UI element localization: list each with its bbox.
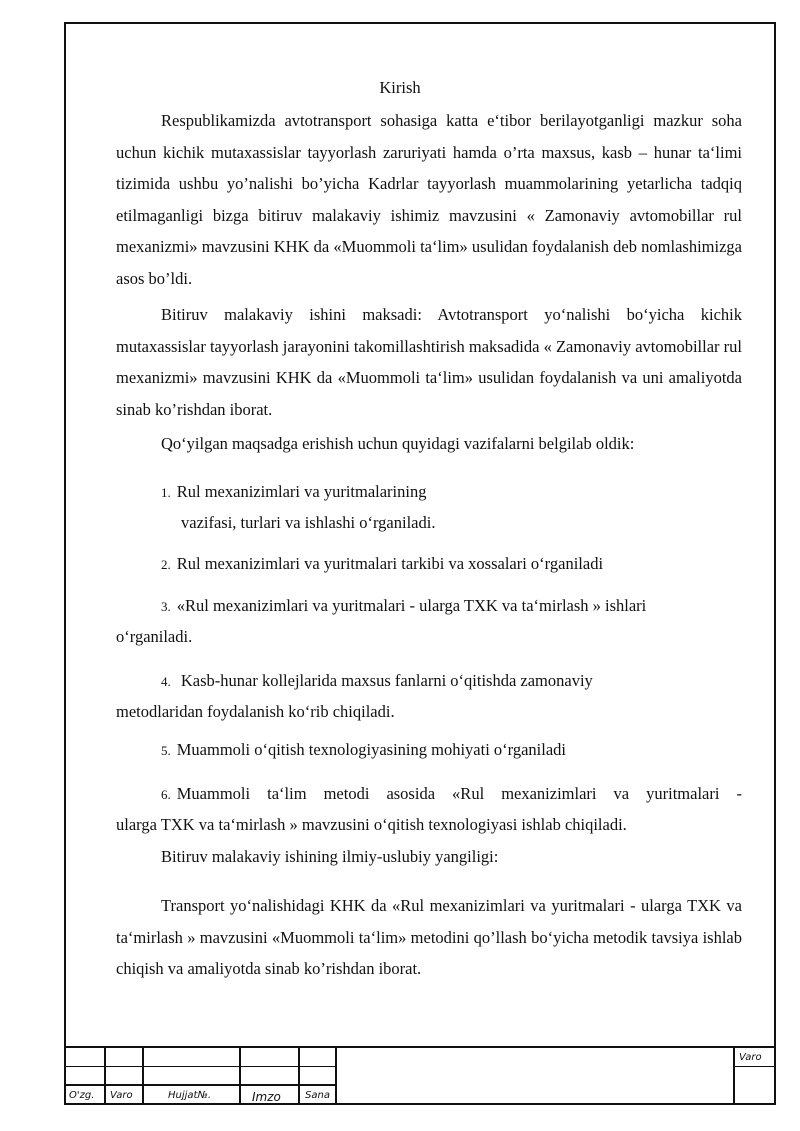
page-title: Kirish — [379, 78, 421, 97]
stamp-row-line — [64, 1066, 336, 1067]
list-item-continuation: vazifasi, turlari va ishlashi o‘rganiladi. — [181, 513, 436, 532]
list-item-text: Rul mexanizimlari va yuritmalari tarkibi va xossalari o‘rganiladi — [176, 554, 604, 573]
stamp-row-line — [64, 1084, 336, 1086]
list-item-text: «Rul mexanizimlari va yuritmalari - ularga TXK va ta‘mirlash » ishlari — [176, 596, 647, 615]
list-number: 4. — [161, 674, 171, 689]
list-item — [161, 596, 646, 616]
stamp-divider — [733, 1046, 735, 1105]
stamp-divider — [298, 1046, 300, 1105]
stamp-divider — [239, 1046, 241, 1105]
stamp-divider — [142, 1046, 144, 1105]
novelty-heading: Bitiruv malakaviy ishining ilmiy-uslubiy yangiligi: — [161, 847, 499, 866]
list-item — [161, 482, 426, 502]
stamp-row-line — [733, 1066, 776, 1067]
goal-paragraph: Bitiruv malakaviy ishini maksadi: Avtotransport yo‘nalishi bo‘yicha kichik mutaxassislar tayyorlash jarayonini takomillashtirish maksadida « Zamonaviy avtomobillar rul mexanizmi» mavzusini KHK da «Muommoli ta‘lim» usulidan foydalanish va uni amaliyotda sinab ko’rishdan iborat. — [116, 305, 742, 419]
stamp-label-signature: Imzo — [252, 1090, 281, 1104]
list-item-text: Rul mexanizimlari va yuritmalarining — [176, 482, 427, 501]
stamp-divider — [104, 1046, 106, 1105]
list-item — [161, 784, 742, 804]
list-item-text: Muammoli o‘qitish texnologiyasining mohiyati o‘rganiladi — [176, 740, 566, 759]
stamp-top-line — [64, 1046, 776, 1048]
intro-paragraph: Respublikamizda avtotransport sohasiga katta e‘tibor berilayotganligi mazkur soha uchun kichik mutaxassislar tayyorlash zaruriyati hamda o’rta maxsus, kasb – hunar ta‘limi tizimida ushbu yo’nalishi bo’yicha Kadrlar tayyorlash muammolarining yetarlicha tadqiq etilmaganligi bizga bitiruv malakaviy ishimiz mavzusini « Zamonaviy avtomobillar rul mexanizmi» mavzusini KHK da «Muommoli ta‘lim» usulidan foydalanish deb nomlashimizga asos bo’ldi. — [116, 111, 742, 288]
stamp-label-document: Hujjat№. — [168, 1090, 212, 1101]
list-number: 2. — [161, 557, 171, 572]
stamp-label-date: Sana — [305, 1090, 330, 1101]
list-number: 3. — [161, 599, 171, 614]
list-item — [161, 554, 603, 574]
tasks-intro: Qo‘yilgan maqsadga erishish uchun quyidagi vazifalarni belgilab oldik: — [161, 434, 635, 453]
stamp-label-sheet: Varo — [110, 1090, 133, 1101]
stamp-label-page: Varo — [739, 1052, 762, 1063]
title-block — [64, 1046, 776, 1105]
list-item — [161, 740, 566, 760]
list-number: 6. — [161, 787, 171, 802]
list-number: 5. — [161, 743, 171, 758]
list-item-continuation: ularga TXK va ta‘mirlash » mavzusini o‘qitish texnologiyasi ishlab chiqiladi. — [116, 815, 627, 834]
stamp-label-change: O'zg. — [69, 1090, 95, 1101]
list-number: 1. — [161, 485, 171, 500]
novelty-paragraph: Transport yo‘nalishidagi KHK da «Rul mexanizimlari va yuritmalari - ularga TXK va ta‘mirlash » mavzusini «Muommoli ta‘lim» metodini qo’llash bo‘yicha metodik tavsiya ishlab chiqish va amaliyotda sinab ko’rishdan iborat. — [116, 896, 742, 978]
list-item-text: Muammoli ta‘lim metodi asosida «Rul mexanizimlari va yuritmalari - — [176, 784, 742, 803]
list-item-continuation: o‘rganiladi. — [116, 627, 193, 646]
list-item — [161, 671, 593, 691]
list-item-text: Kasb-hunar kollejlarida maxsus fanlarni o‘qitishda zamonaviy — [176, 671, 593, 690]
list-item-continuation: metodlaridan foydalanish ko‘rib chiqiladi. — [116, 702, 395, 721]
stamp-divider — [335, 1046, 337, 1105]
